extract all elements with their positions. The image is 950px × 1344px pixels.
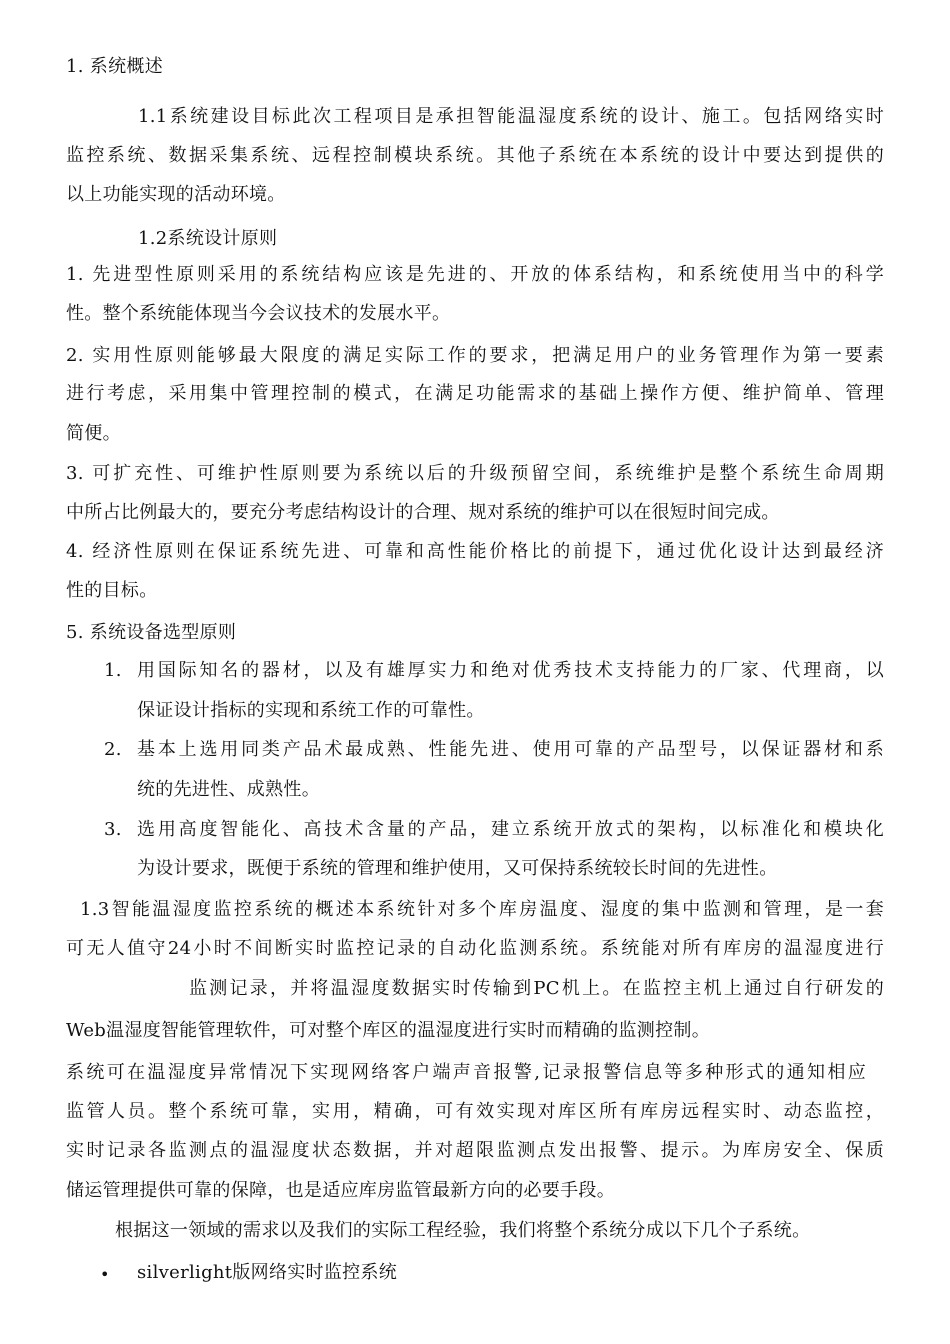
paragraph-line: 以上功能实现的活动环境。 — [66, 184, 286, 205]
paragraph-line: 中所占比例最大的，要充分考虑结构设计的合理、规对系统的维护可以在很短时间完成。 — [66, 502, 780, 523]
list-item-line: 为设计要求，既便于系统的管理和维护使用，又可保持系统较长时间的先进性。 — [137, 858, 778, 879]
paragraph-line: 3. 可扩充性、可维护性原则要为系统以后的升级预留空间，系统维护是整个系统生命周期 — [66, 463, 884, 484]
section-heading: 5. 系统设备选型原则 — [66, 622, 237, 643]
paragraph-line: 监管人员。整个系统可靠，实用，精确，可有效实现对库区所有库房远程实时、动态监控， — [66, 1101, 884, 1122]
paragraph-line: 实时记录各监测点的温湿度状态数据，并对超限监测点发出报警、提示。为库房安全、保质 — [66, 1140, 884, 1161]
paragraph-line: 可无人值守24小时不间断实时监控记录的自动化监测系统。系统能对所有库房的温湿度进行 — [66, 938, 884, 959]
list-item-line: 选用高度智能化、高技术含量的产品，建立系统开放式的架构，以标准化和模块化 — [137, 819, 884, 840]
paragraph-line: Web温湿度智能管理软件，可对整个库区的温湿度进行实时而精确的监测控制。 — [66, 1020, 711, 1041]
paragraph-line: 4. 经济性原则在保证系统先进、可靠和高性能价格比的前提下，通过优化设计达到最经济 — [66, 541, 884, 562]
list-item-line: 保证设计指标的实现和系统工作的可靠性。 — [137, 700, 485, 721]
paragraph-line: 1. 先进型性原则采用的系统结构应该是先进的、开放的体系结构，和系统使用当中的科学 — [66, 264, 884, 285]
paragraph-line: 性。整个系统能体现当今会议技术的发展水平。 — [66, 303, 451, 324]
paragraph-line: 2. 实用性原则能够最大限度的满足实际工作的要求，把满足用户的业务管理作为第一要素 — [66, 345, 884, 366]
list-item-line: 基本上选用同类产品术最成熟、性能先进、使用可靠的产品型号，以保证器材和系 — [137, 739, 884, 760]
paragraph-line: 监测记录，并将温湿度数据实时传输到PC机上。在监控主机上通过自行研发的 — [189, 978, 884, 999]
list-item-line: silverlight版网络实时监控系统 — [137, 1262, 398, 1283]
list-item-line: 用国际知名的器材，以及有雄厚实力和绝对优秀技术支持能力的厂家、代理商，以 — [137, 660, 884, 681]
section-heading: 1. 系统概述 — [66, 56, 163, 77]
paragraph-line: 监控系统、数据采集系统、远程控制模块系统。其他子系统在本系统的设计中要达到提供的 — [66, 145, 884, 166]
paragraph-line: 系统可在温湿度异常情况下实现网络客户端声音报警,记录报警信息等多种形式的通知相应 — [66, 1062, 866, 1083]
list-number: 2. — [104, 739, 122, 760]
paragraph-line: 储运管理提供可靠的保障，也是适应库房监管最新方向的必要手段。 — [66, 1180, 615, 1201]
list-number: 3. — [104, 819, 122, 840]
subsection-heading: 1.2系统设计原则 — [138, 228, 278, 249]
paragraph-line: 根据这一领域的需求以及我们的实际工程经验，我们将整个系统分成以下几个子系统。 — [115, 1220, 811, 1241]
list-number: 1. — [104, 660, 122, 681]
list-item-line: 统的先进性、成熟性。 — [137, 779, 320, 800]
paragraph-line: 1.1系统建设目标此次工程项目是承担智能温湿度系统的设计、施工。包括网络实时 — [138, 106, 884, 127]
paragraph-line: 1.3智能温湿度监控系统的概述本系统针对多个库房温度、湿度的集中监测和管理，是一套 — [80, 899, 884, 920]
paragraph-line: 简便。 — [66, 423, 121, 444]
paragraph-line: 性的目标。 — [66, 580, 158, 601]
paragraph-line: 进行考虑，采用集中管理控制的模式，在满足功能需求的基础上操作方便、维护简单、管理 — [66, 383, 884, 404]
bullet-icon: • — [100, 1265, 110, 1284]
